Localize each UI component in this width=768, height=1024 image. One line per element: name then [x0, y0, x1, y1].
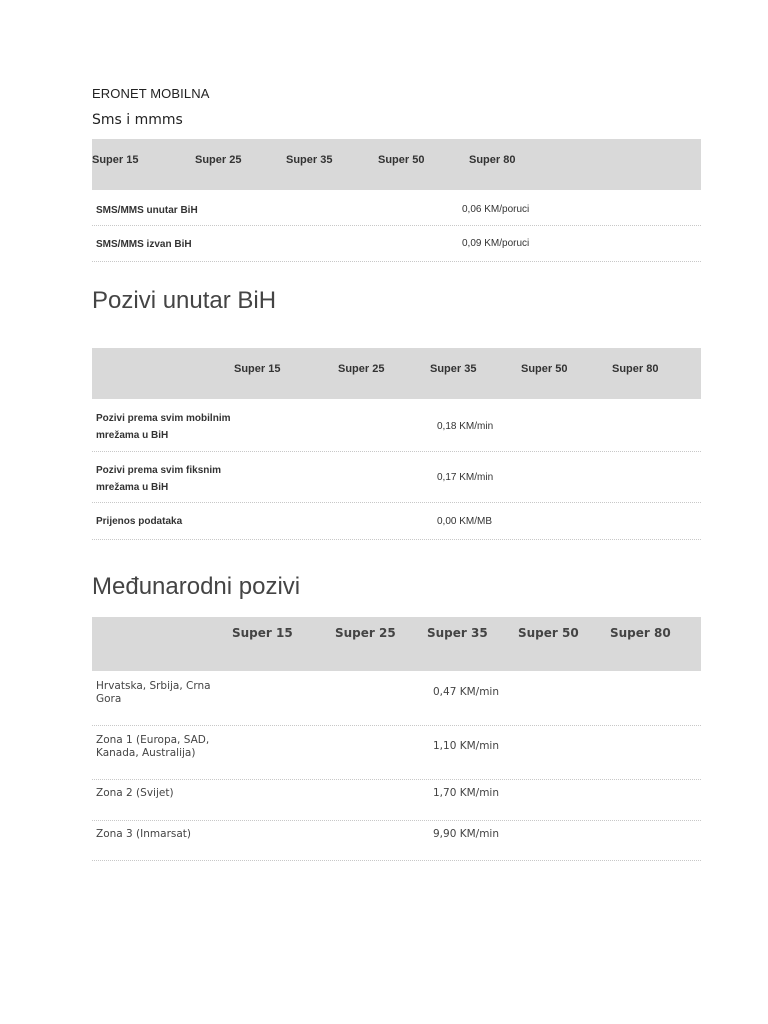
row-label: Prijenos podataka — [96, 516, 183, 527]
table-row — [92, 821, 701, 861]
row-value: 1,70 KM/min — [433, 787, 499, 799]
section-heading-domestic: Pozivi unutar BiH — [92, 287, 277, 314]
row-label: Zona 3 (Inmarsat) — [96, 828, 192, 840]
plan-header: Super 50 — [521, 363, 568, 375]
plan-header: Super 25 — [195, 154, 242, 166]
table-row — [92, 780, 701, 821]
plan-header: Super 80 — [612, 363, 659, 375]
section-subtitle-sms: Sms i mmms — [92, 112, 183, 128]
plan-header: Super 25 — [335, 626, 396, 640]
brand-title: ERONET MOBILNA — [92, 86, 210, 101]
row-label: Pozivi prema svim mobilnim mrežama u BiH — [96, 413, 231, 441]
plan-header: Super 15 — [232, 626, 293, 640]
row-value: 0,47 KM/min — [433, 686, 499, 698]
section-heading-international: Međunarodni pozivi — [92, 573, 301, 600]
domestic-table-header — [92, 348, 701, 399]
row-value: 0,17 KM/min — [437, 472, 494, 483]
row-value: 9,90 KM/min — [433, 828, 499, 840]
plan-header: Super 25 — [338, 363, 385, 375]
plan-header: Super 35 — [286, 154, 333, 166]
plan-header: Super 15 — [92, 154, 139, 166]
table-row — [92, 671, 701, 726]
plan-header: Super 15 — [234, 363, 281, 375]
table-row — [92, 452, 701, 503]
row-label: Zona 1 (Europa, SAD, Kanada, Australija) — [96, 734, 210, 759]
international-table-header — [92, 617, 701, 671]
row-label: Pozivi prema svim fiksnim mrežama u BiH — [96, 465, 222, 493]
row-value: 0,06 KM/poruci — [462, 204, 530, 215]
plan-header: Super 80 — [469, 154, 516, 166]
table-row — [92, 399, 701, 452]
plan-header: Super 35 — [427, 626, 488, 640]
row-label: SMS/MMS unutar BiH — [96, 205, 198, 216]
row-label: SMS/MMS izvan BiH — [96, 239, 192, 250]
plan-header: Super 80 — [610, 626, 671, 640]
row-value: 0,00 KM/MB — [437, 516, 493, 527]
row-value: 1,10 KM/min — [433, 740, 499, 752]
row-value: 0,18 KM/min — [437, 421, 494, 432]
plan-header: Super 35 — [430, 363, 477, 375]
table-row — [92, 503, 701, 540]
table-row — [92, 726, 701, 780]
table-row — [92, 226, 701, 262]
row-label: Zona 2 (Svijet) — [96, 787, 174, 799]
sms-table-header — [92, 139, 701, 190]
row-label: Hrvatska, Srbija, Crna Gora — [96, 680, 211, 705]
plan-header: Super 50 — [518, 626, 579, 640]
row-value: 0,09 KM/poruci — [462, 238, 530, 249]
table-row — [92, 190, 701, 226]
plan-header: Super 50 — [378, 154, 425, 166]
